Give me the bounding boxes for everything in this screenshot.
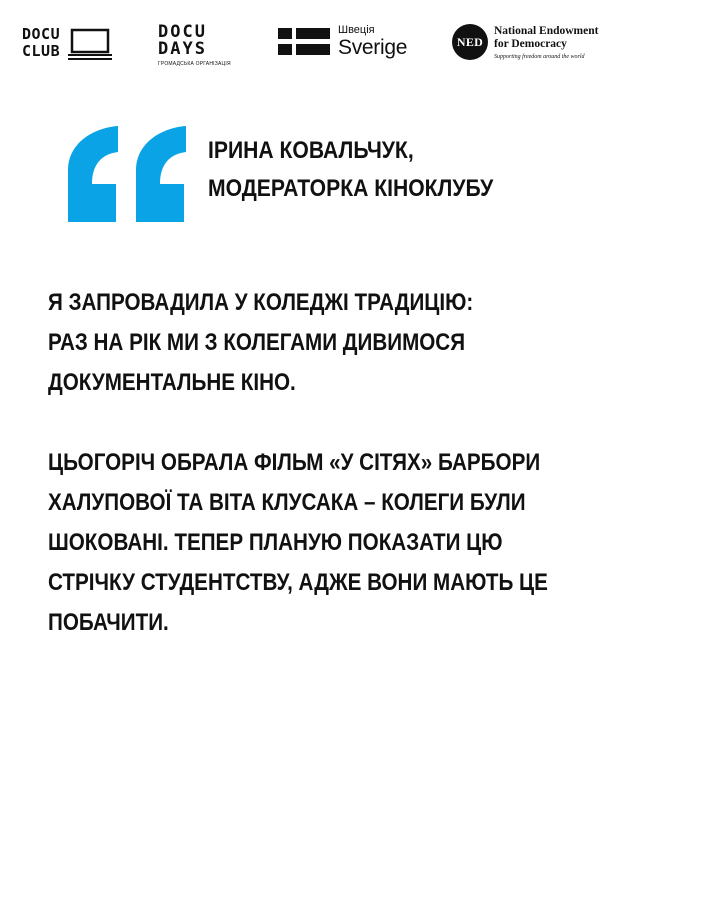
laptop-icon — [68, 28, 112, 62]
quote-author — [208, 132, 493, 208]
quote-line: СТРІЧКУ СТУДЕНТСТВУ, АДЖЕ ВОНИ МАЮТЬ ЦЕ — [48, 569, 548, 596]
quote-paragraph — [48, 283, 650, 403]
docuclub-logo — [22, 26, 112, 62]
ned-line2: for Democracy — [494, 37, 567, 50]
ned-line1: National Endowment — [494, 24, 599, 37]
quote-line: Я ЗАПРОВАДИЛА У КОЛЕДЖІ ТРАДИЦІЮ: — [48, 289, 474, 316]
ned-badge: NED — [452, 24, 488, 60]
docuclub-line1: DOCU — [22, 25, 61, 43]
quote-line: РАЗ НА РІК МИ З КОЛЕГАМИ ДИВИМОСЯ — [48, 329, 466, 356]
docudays-logo — [158, 24, 238, 67]
sweden-flag-icon — [278, 28, 330, 55]
docuclub-line2: CLUB — [22, 42, 61, 60]
docudays-line1: DOCU — [158, 22, 207, 42]
quote-body — [48, 283, 650, 643]
sweden-ua-label: Швеція — [338, 24, 375, 36]
ned-logo — [452, 24, 598, 60]
quote-line: ШОКОВАНІ. ТЕПЕР ПЛАНУЮ ПОКАЗАТИ ЦЮ — [48, 529, 503, 556]
quote-line: ХАЛУПОВОЇ ТА ВІТА КЛУСАКА – КОЛЕГИ БУЛИ — [48, 489, 526, 516]
quote-line: ДОКУМЕНТАЛЬНЕ КІНО. — [48, 369, 296, 396]
docudays-line2: DAYS — [158, 39, 207, 59]
sweden-logo — [278, 24, 407, 59]
docudays-subtitle: ГРОМАДСЬКА ОРГАНІЗАЦІЯ — [158, 61, 231, 67]
quote-line: ЦЬОГОРІЧ ОБРАЛА ФІЛЬМ «У СІТЯХ» БАРБОРИ — [48, 449, 541, 476]
author-name: ІРИНА КОВАЛЬЧУК, — [208, 137, 414, 164]
quote-paragraph — [48, 443, 650, 643]
ned-tagline: Supporting freedom around the world — [494, 53, 585, 60]
sweden-sv-label: Sverige — [338, 36, 408, 59]
partner-logos — [0, 18, 720, 78]
quote-mark-icon — [62, 126, 192, 224]
quote-line: ПОБАЧИТИ. — [48, 609, 169, 636]
author-role: МОДЕРАТОРКА КІНОКЛУБУ — [208, 175, 494, 202]
